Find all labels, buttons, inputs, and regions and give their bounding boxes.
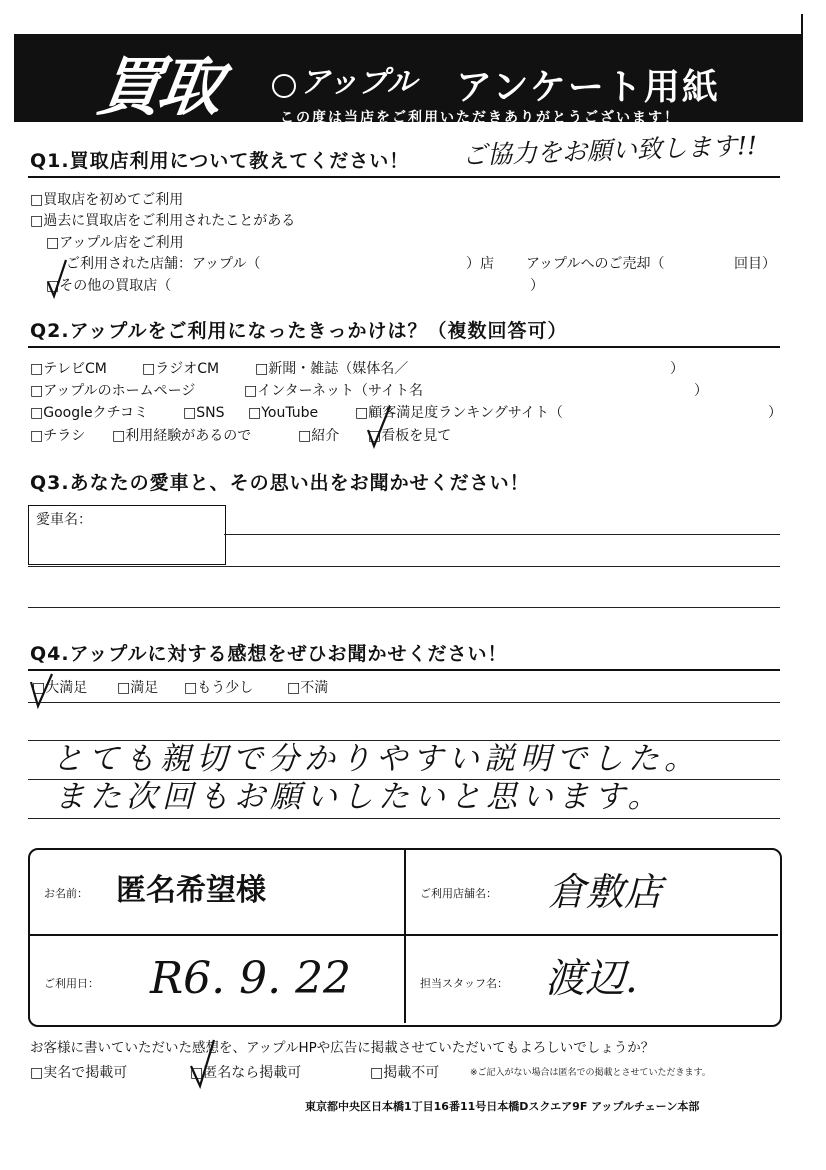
q2-option-tv-cm[interactable]: □テレビCM [30, 361, 107, 377]
q4-divider [28, 669, 780, 671]
page-title: アンケート用紙 [456, 67, 720, 108]
consent-option-decline[interactable]: □掲載不可 [370, 1065, 440, 1081]
info-box-divider-v [404, 850, 406, 1023]
store-value[interactable]: 倉敷店 [548, 870, 663, 914]
q1-store-used-label: ご利用された店舗：アップル（ [66, 256, 261, 272]
q1-other-store-suffix: ） [530, 278, 544, 294]
q4-line-1 [28, 702, 780, 703]
q2-newspaper-close: ） [670, 361, 684, 377]
q2-title: Q2.アップルをご利用になったきっかけは？（複数回答可） [30, 320, 568, 342]
kaitori-logo: 買取 [92, 51, 224, 125]
q4-option-dissatisfied[interactable]: □不満 [287, 680, 329, 696]
page-subtitle: この度は当店をご利用いただきありがとうございます！ [280, 110, 680, 126]
q1-option-apple-store[interactable]: □アップル店をご利用 [46, 235, 184, 251]
q2-option-prior-use[interactable]: □利用経験があるので [112, 428, 252, 444]
q1-option-used-before[interactable]: □過去に買取店をご利用されたことがある [30, 213, 296, 229]
q3-title: Q3.あなたの愛車と、その思い出をお聞かせください！ [30, 472, 530, 494]
q1-store-used-suffix: ）店 [466, 256, 494, 272]
q2-option-ranking-site[interactable]: □顧客満足度ランキングサイト（ [355, 405, 563, 421]
q2-option-flyer[interactable]: □チラシ [30, 428, 86, 444]
consent-option-anonymous[interactable]: □匿名なら掲載可 [190, 1065, 302, 1081]
q2-divider [28, 346, 780, 348]
q2-option-newspaper[interactable]: □新聞・雑誌（媒体名／ [255, 361, 409, 377]
q1-sales-count-suffix: 回目） [734, 256, 776, 272]
q1-title: Q1.買取店利用について教えてください！ [30, 150, 410, 172]
store-label: ご利用店舗名： [420, 887, 497, 900]
header-banner [14, 34, 803, 126]
q4-comment-line-1: とても親切で分かりやすい説明でした。 [52, 741, 700, 777]
q1-option-other-store[interactable]: □その他の買取店（ [46, 278, 172, 294]
q2-option-youtube[interactable]: □YouTube [248, 405, 319, 421]
staff-label: 担当スタッフ名： [420, 977, 508, 990]
q2-option-homepage[interactable]: □アップルのホームページ [30, 383, 196, 399]
consent-option-real-name[interactable]: □実名で掲載可 [30, 1065, 128, 1081]
q3-line-2 [28, 566, 780, 567]
q2-option-sns[interactable]: □SNS [183, 405, 225, 421]
date-label: ご利用日： [44, 977, 99, 990]
q4-comment-line-2: また次回もお願いしたいと思います。 [54, 779, 664, 815]
q1-handwritten-note: ご協力をお願い致します!! [461, 130, 758, 171]
q2-option-signboard[interactable]: □看板を見て [368, 428, 452, 444]
car-name-label: 愛車名： [36, 512, 92, 528]
q2-check-mark-icon [366, 404, 396, 450]
q2-option-google-reviews[interactable]: □Googleクチコミ [30, 405, 149, 421]
q4-title: Q4.アップルに対する感想をぜひお聞かせください！ [30, 643, 508, 665]
q3-line-3 [28, 607, 780, 608]
name-label: お名前： [44, 887, 88, 900]
q2-internet-close: ） [694, 383, 708, 399]
q2-ranking-close: ） [768, 405, 782, 421]
q2-option-radio-cm[interactable]: □ラジオCM [142, 361, 220, 377]
consent-question: お客様に書いていただいた感想を、アップルHPや広告に掲載させていただいてもよろしいでしょうか？ [30, 1040, 655, 1056]
corner-mark [801, 14, 803, 36]
q1-option-first-time[interactable]: □買取店を初めてご利用 [30, 192, 184, 208]
q1-check-mark-icon [44, 256, 74, 300]
name-value[interactable]: 匿名希望様 [116, 873, 266, 908]
date-value[interactable]: R6. 9. 22 [150, 953, 352, 1004]
q4-option-somewhat[interactable]: □もう少し [184, 680, 254, 696]
q2-option-internet[interactable]: □インターネット（サイト名 [244, 383, 423, 399]
q1-sales-count-label: アップルへのご売却（ [526, 256, 665, 272]
q2-option-referral[interactable]: □紹介 [298, 428, 340, 444]
consent-note: ※ご記入がない場合は匿名での掲載とさせていただきます。 [470, 1068, 711, 1078]
footer-address: 東京都中央区日本橋1丁目16番11号日本橋Dスクエア9F アップルチェーン本部 [305, 1100, 700, 1113]
q4-line-4 [28, 818, 780, 819]
q3-line-1 [224, 534, 780, 535]
q4-check-mark-icon [28, 670, 56, 710]
apple-logo-icon [272, 74, 296, 98]
staff-value[interactable]: 渡辺. [545, 956, 638, 1002]
q4-option-very-satisfied[interactable]: □大満足 [32, 680, 88, 696]
consent-check-mark-icon [188, 1036, 220, 1090]
q1-divider [28, 176, 780, 178]
brand-name: アップル [300, 65, 417, 100]
q4-option-satisfied[interactable]: □満足 [117, 680, 159, 696]
